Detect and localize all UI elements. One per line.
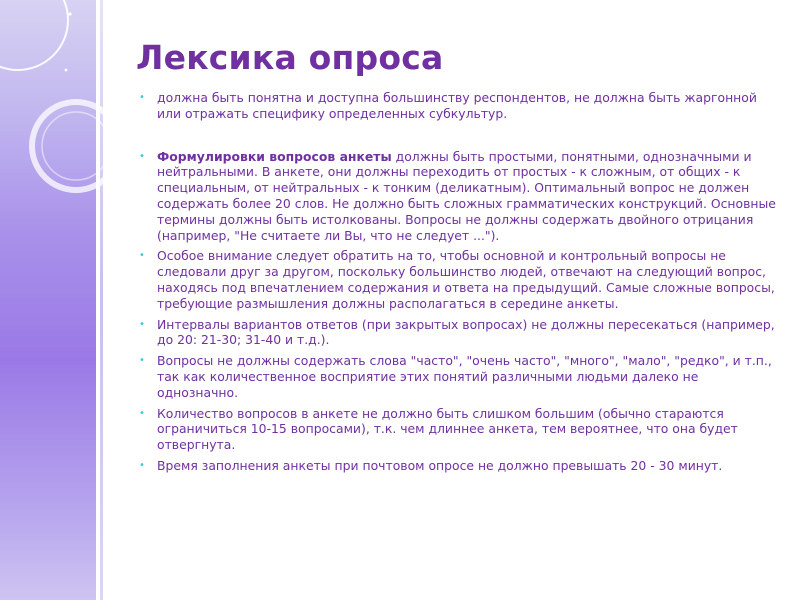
bullet-item	[138, 353, 778, 400]
bullet-item	[138, 406, 778, 453]
bullet-lead-text: Формулировки вопросов анкеты	[157, 148, 392, 164]
bullet-list	[138, 90, 778, 479]
bullet-marker: •	[139, 318, 145, 330]
bullet-text: должна быть понятна и доступна большинству респондентов, не должна быть жаргонной или отражать специфику определенных субкультур.	[157, 90, 757, 121]
bullet-text: Время заполнения анкеты при почтовом опросе не должно превышать 20 - 30 минут.	[157, 457, 723, 473]
decorative-circles-icon	[0, 0, 140, 240]
bullet-marker: •	[139, 150, 145, 162]
bullet-item	[138, 248, 778, 311]
bullet-text: Особое внимание следует обратить на то, чтобы основной и контрольный вопросы не следовали друг за другом, поскольку большинство людей, отвечают на следующий вопрос, находясь под впечатлением содержания и ответа на предыдущий. Самые сложные вопросы, требующие размышления должны располагаться в середине анкеты.	[157, 248, 775, 311]
bullet-item	[138, 317, 778, 349]
bullet-text: Количество вопросов в анкете не должно быть слишком большим (обычно стараются ограничиться 10-15 вопросами), т.к. чем длиннее анкета, тем вероятнее, что она будет отвергнута.	[157, 405, 738, 453]
bullet-item	[138, 458, 778, 474]
bullet-item	[138, 149, 778, 244]
bullet-marker: •	[139, 92, 145, 103]
bullet-marker: •	[139, 459, 145, 471]
slide-title: Лексика опроса	[136, 38, 444, 77]
bullet-text: должны быть простыми, понятными, однозначными и нейтральными. В анкете, они должны переходить от простых - к сложным, от общих - к специальным, от нейтральных - к тонким (деликатным). Оптимальный вопрос не должен содержать более 20 слов. Не должно быть сложных грамматических конструкций. Основные термины должны быть истолкованы. Вопросы не должны содержать двойного отрицания (например, "Не считаете ли Вы, что не следует ...").	[157, 148, 776, 243]
bullet-item	[138, 90, 778, 122]
bullet-text: Вопросы не должны содержать слова "часто", "очень часто", "много", "мало", "редко", и т.п., так как количественное восприятие этих понятий различными людьми далеко не однозначно.	[157, 353, 772, 400]
bullet-text: Интервалы вариантов ответов (при закрытых вопросах) не должны пересекаться (например, до 20: 21-30; 31-40 и т.д.).	[157, 316, 775, 348]
bullet-marker: •	[139, 407, 145, 419]
bullet-marker: •	[139, 355, 145, 367]
bullet-marker: •	[139, 250, 145, 262]
